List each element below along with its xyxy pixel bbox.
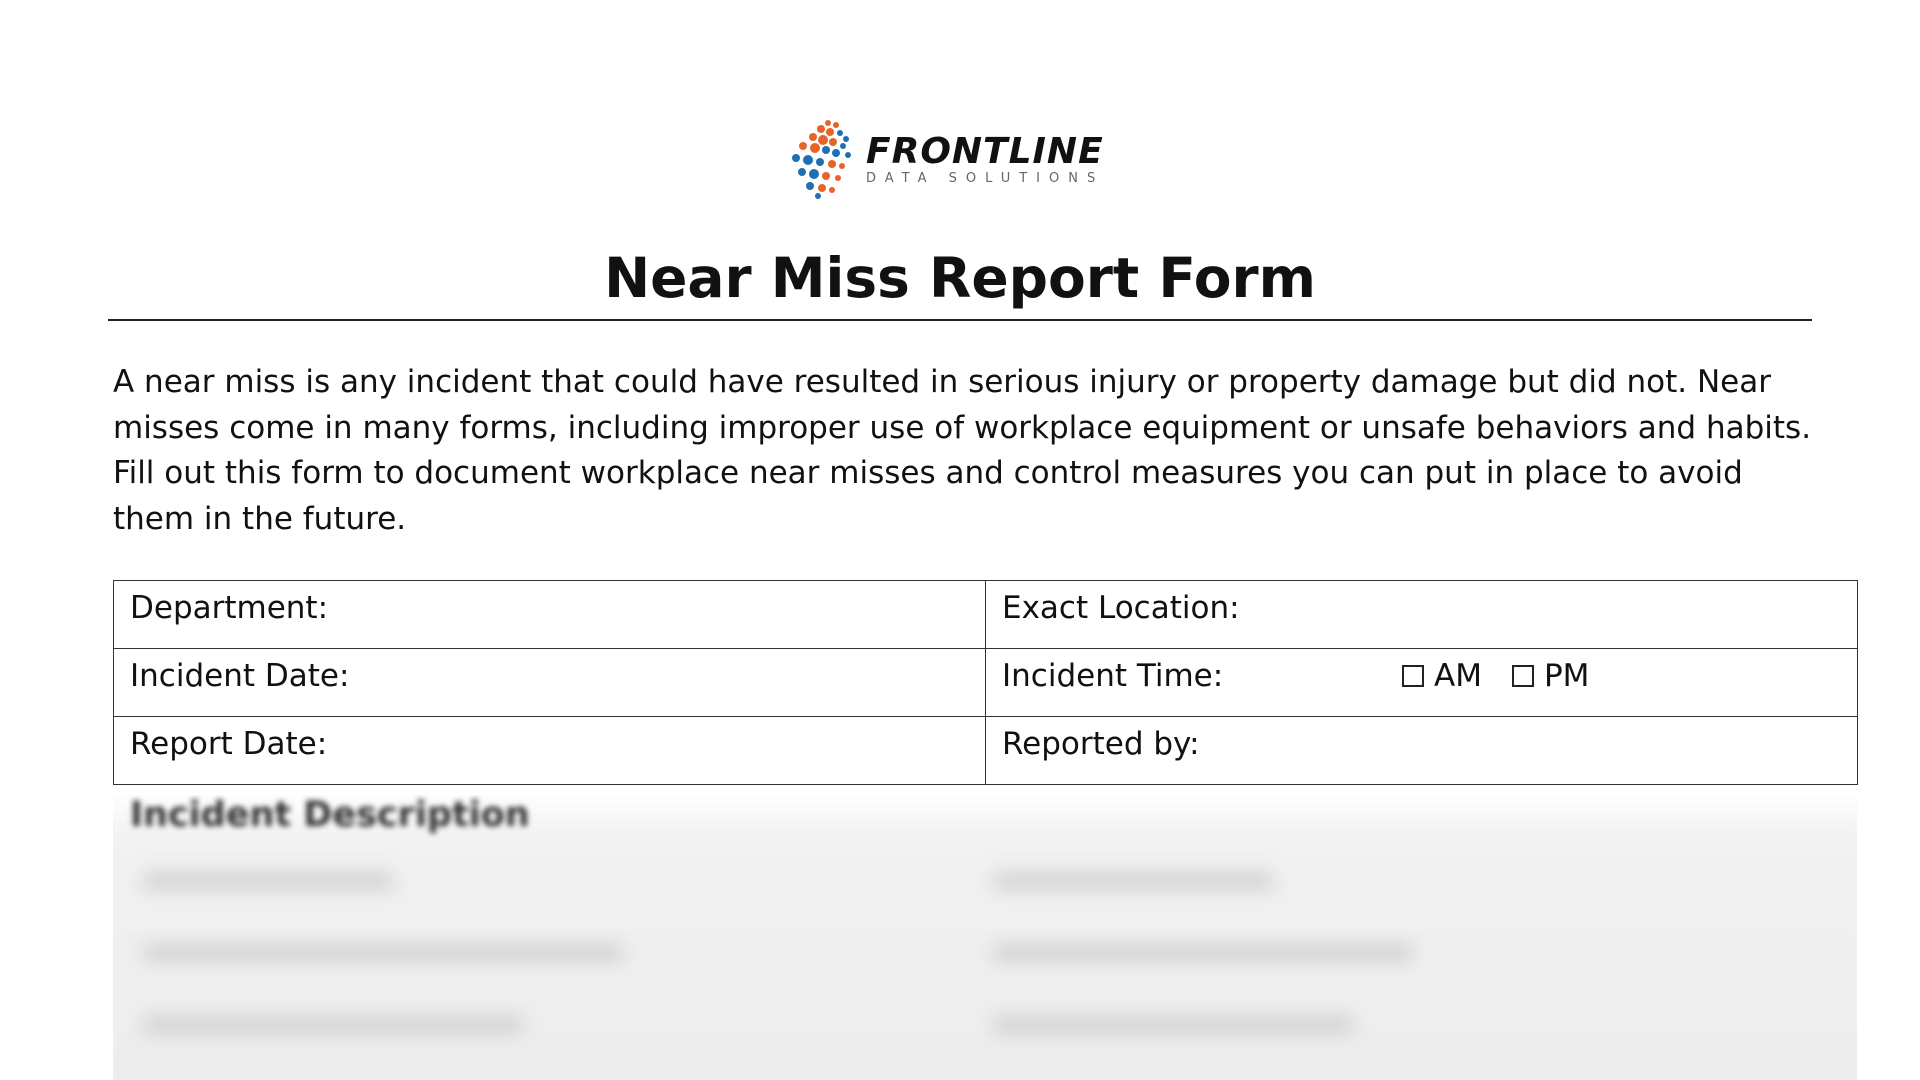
logo-dot — [799, 142, 807, 150]
logo-dot — [816, 158, 824, 166]
logo-dot — [817, 125, 825, 133]
reported-by-field[interactable] — [986, 717, 1858, 785]
logo-dot — [845, 152, 851, 158]
logo-dot — [809, 169, 819, 179]
logo-dot — [835, 175, 841, 181]
incident-date-label: Incident Date: — [130, 658, 350, 694]
pm-option — [1512, 657, 1589, 695]
logo-dot — [828, 160, 836, 168]
incident-description-heading: Incident Description — [130, 795, 530, 835]
title-divider — [108, 319, 1812, 321]
intro-paragraph: A near miss is any incident that could have resulted in serious injury or property damage but did not. Near misses come in many forms, including improper use of workplace equipment or unsafe behaviors and habits. Fill out this form to document workplace near misses and control measures you can put in place to avoid them in the future. — [113, 364, 1812, 538]
logo-dot — [843, 136, 849, 142]
blurred-text — [143, 1017, 523, 1033]
logo-dot — [833, 122, 839, 128]
reported-by-label: Reported by: — [1002, 726, 1200, 762]
pm-label: PM — [1543, 658, 1590, 694]
table-row — [114, 649, 1858, 717]
blurred-text — [993, 873, 1273, 889]
am-checkbox[interactable] — [1402, 665, 1424, 687]
incident-time-row — [1002, 657, 1841, 695]
logo-dot — [825, 120, 831, 126]
blurred-text — [993, 1017, 1353, 1033]
logo-dot — [809, 133, 817, 141]
logo-subtitle: DATA SOLUTIONS — [866, 170, 1105, 186]
logo-dot — [818, 184, 826, 192]
logo-dot — [826, 128, 834, 136]
frontline-logo-icon — [788, 118, 860, 200]
logo-dot — [840, 143, 846, 149]
company-logo — [788, 118, 1104, 200]
report-form-table — [113, 580, 1858, 785]
blurred-text — [993, 945, 1413, 961]
report-date-field[interactable] — [114, 717, 986, 785]
blurred-text — [143, 873, 393, 889]
pm-checkbox[interactable] — [1512, 665, 1534, 687]
incident-date-field[interactable] — [114, 649, 986, 717]
logo-dot — [810, 143, 820, 153]
logo-dot — [829, 187, 835, 193]
am-option — [1402, 657, 1482, 695]
logo-dot — [839, 163, 845, 169]
incident-time-field[interactable] — [986, 649, 1858, 717]
page-title: Near Miss Report Form — [604, 246, 1316, 310]
logo-dot — [806, 182, 814, 190]
table-row — [114, 717, 1858, 785]
blurred-text — [143, 945, 623, 961]
blurred-form-section — [113, 795, 1857, 1080]
logo-dot — [792, 154, 800, 162]
report-date-label: Report Date: — [130, 726, 328, 762]
logo-dot — [815, 193, 821, 199]
table-row — [114, 581, 1858, 649]
logo-dot — [822, 146, 830, 154]
logo-dot — [798, 168, 806, 176]
logo-dot — [818, 135, 828, 145]
logo-dot — [832, 149, 840, 157]
logo-dot — [822, 172, 830, 180]
incident-time-label: Incident Time: — [1002, 658, 1224, 694]
am-label: AM — [1434, 658, 1482, 694]
logo-text — [866, 130, 1105, 186]
exact-location-label: Exact Location: — [1002, 590, 1240, 626]
logo-dot — [829, 138, 837, 146]
department-label: Department: — [130, 590, 329, 626]
exact-location-field[interactable] — [986, 581, 1858, 649]
logo-name: FRONTLINE — [866, 130, 1104, 172]
logo-dot — [803, 155, 813, 165]
department-field[interactable] — [114, 581, 986, 649]
logo-dot — [837, 130, 843, 136]
